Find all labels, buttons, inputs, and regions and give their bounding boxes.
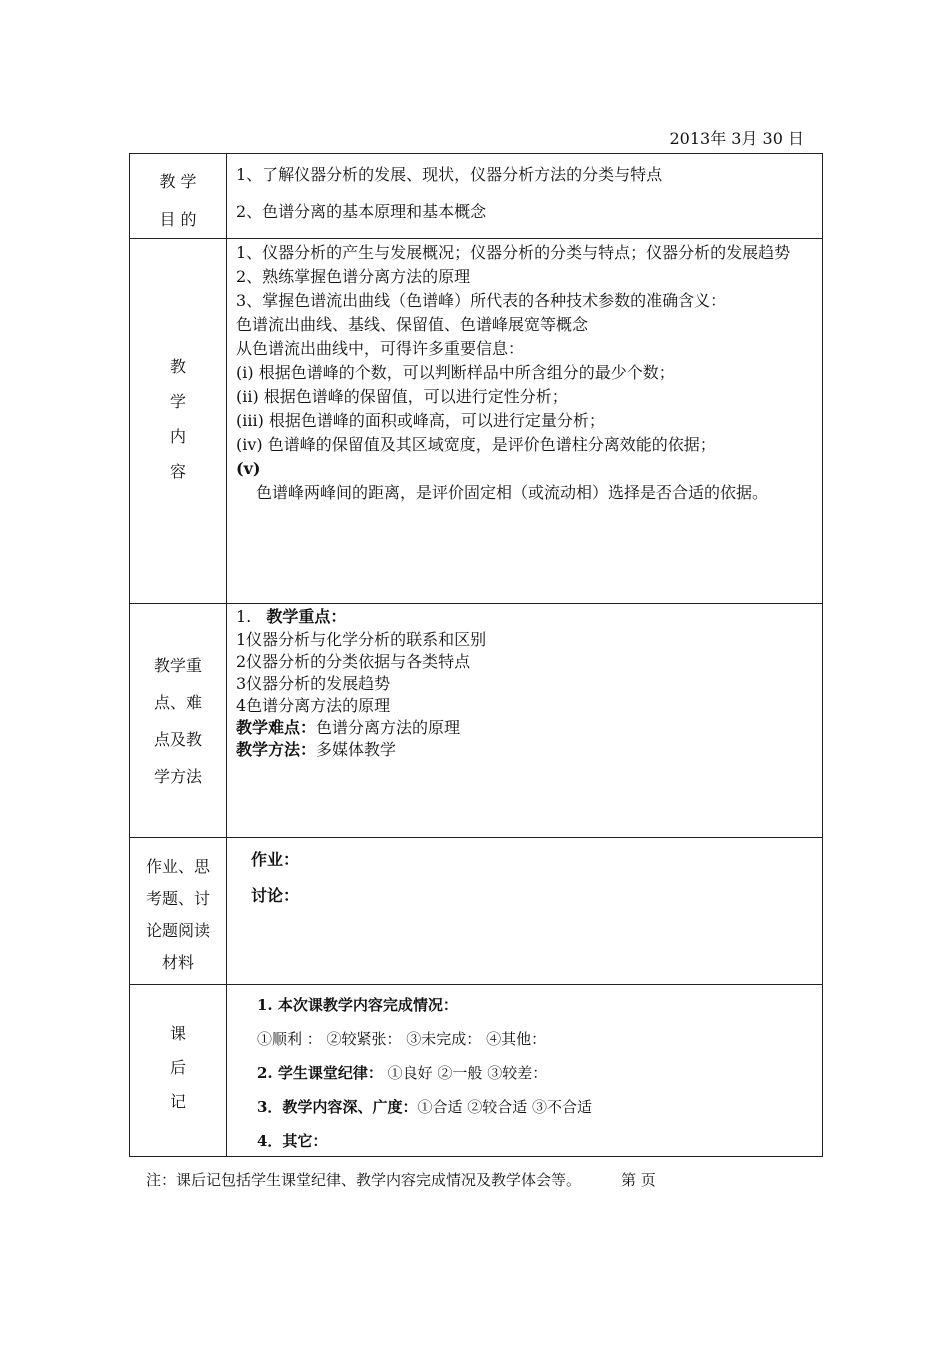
keypoints-item: 2仪器分析的分类依据与各类特点 [236, 652, 471, 671]
keypoints-label-line: 点、难 [153, 693, 202, 712]
completion-options: ①顺利 ： ②较紧张： ③未完成： ④其他： [257, 1030, 547, 1048]
method-value: 多媒体教学 [316, 740, 397, 759]
content-label-line: 学 [169, 392, 186, 411]
homework-label-line: 论题阅读 [145, 921, 210, 940]
homework-field-label: 作业： [251, 850, 300, 869]
method-label: 教学方法： [236, 740, 317, 759]
content-line: 1、仪器分析的产生与发展概况；仪器分析的分类与特点；仪器分析的发展趋势 [236, 243, 791, 262]
keypoints-row [130, 604, 823, 838]
content-line: (iii) 根据色谱峰的面积或峰高，可以进行定量分析； [236, 411, 605, 430]
difficulty-line [236, 717, 808, 739]
keypoints-label-line: 点及教 [153, 730, 202, 749]
keypoints-heading-text: 教学重点： [266, 607, 347, 626]
objective-content [227, 154, 823, 239]
content-line: 色谱流出曲线、基线、保留值、色谱峰展宽等概念 [236, 315, 589, 334]
content-indented-line: 色谱峰两峰间的距离，是评价固定相（或流动相）选择是否合适的依据。 [256, 483, 769, 502]
homework-label-line: 材料 [161, 953, 194, 972]
postclass-body [227, 985, 823, 1157]
page-number-label: 第 页 [621, 1171, 656, 1189]
depth-line [257, 1095, 808, 1119]
depth-options: ①合适 ②较合适 ③不合适 [417, 1098, 592, 1116]
objective-label-line: 教 学 [159, 172, 197, 191]
objective-line: 1、了解仪器分析的发展、现状，仪器分析方法的分类与特点 [236, 165, 663, 184]
content-line: 2、熟练掌握色谱分离方法的原理 [236, 267, 471, 286]
postclass-label-line: 课 [169, 1024, 186, 1043]
objective-row [130, 154, 823, 239]
discussion-field-label: 讨论： [251, 886, 300, 905]
discipline-options: ①良好 ②一般 ③较差： [382, 1064, 548, 1082]
keypoints-item: 4色谱分离方法的原理 [236, 696, 391, 715]
content-label-line: 教 [169, 357, 186, 376]
date-line: 2013年 3月 30 日 [669, 129, 804, 148]
homework-body [227, 838, 823, 985]
content-label-line: 内 [169, 427, 186, 446]
other-question: 4．其它： [257, 1132, 328, 1150]
keypoints-heading [236, 605, 808, 629]
keypoints-heading-number: 1. [236, 607, 252, 626]
lesson-plan-table [129, 153, 823, 1157]
depth-question: 3．教学内容深、广度： [257, 1098, 418, 1116]
keypoints-label-line: 教学重 [153, 656, 202, 675]
footnote-line [146, 1169, 656, 1190]
difficulty-label: 教学难点： [236, 718, 317, 737]
keypoints-item: 1仪器分析与化学分析的联系和区别 [236, 630, 487, 649]
postclass-label-line: 后 [169, 1058, 186, 1077]
homework-label [130, 838, 227, 985]
difficulty-value: 色谱分离方法的原理 [316, 718, 461, 737]
postclass-label [130, 985, 227, 1157]
content-body [227, 239, 823, 604]
objective-line: 2、色谱分离的基本原理和基本概念 [236, 202, 487, 221]
content-line: 从色谱流出曲线中，可得许多重要信息： [236, 339, 525, 358]
content-line: 3、掌握色谱流出曲线（色谱峰）所代表的各种技术参数的准确含义： [236, 291, 727, 310]
content-line: (v) [236, 459, 261, 478]
discipline-question: 2. 学生课堂纪律： [257, 1064, 383, 1082]
keypoints-label-line: 学方法 [153, 767, 202, 786]
content-label-line: 容 [169, 462, 186, 481]
objective-label-line: 目 的 [159, 210, 197, 229]
homework-label-line: 考题、讨 [145, 889, 210, 908]
completion-question: 1. 本次课教学内容完成情况： [257, 996, 458, 1014]
footnote-text: 注：课后记包括学生课堂纪律、教学内容完成情况及教学体会等。 [146, 1171, 582, 1189]
content-line: (ii) 根据色谱峰的保留值，可以进行定性分析； [236, 387, 568, 406]
content-line: (iv) 色谱峰的保留值及其区域宽度，是评价色谱柱分离效能的依据； [236, 435, 716, 454]
postclass-label-line: 记 [169, 1092, 186, 1111]
objective-label [130, 154, 227, 239]
method-line [236, 739, 808, 761]
keypoints-label [130, 604, 227, 838]
homework-label-line: 作业、思 [145, 857, 210, 876]
content-line: (i) 根据色谱峰的个数，可以判断样品中所含组分的最少个数； [236, 363, 675, 382]
homework-row [130, 838, 823, 985]
discipline-line [257, 1061, 808, 1085]
content-row [130, 239, 823, 604]
postclass-row [130, 985, 823, 1157]
content-label [130, 239, 227, 604]
keypoints-item: 3仪器分析的发展趋势 [236, 674, 391, 693]
keypoints-body [227, 604, 823, 838]
